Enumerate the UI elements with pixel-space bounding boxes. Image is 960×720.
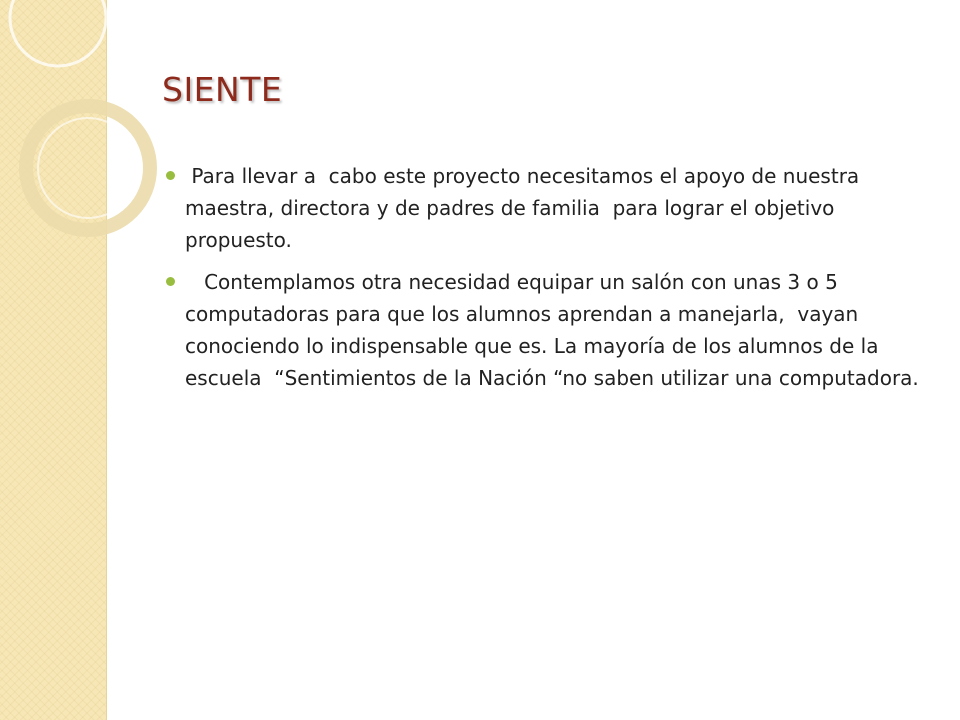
deco-ring-top	[10, 0, 106, 66]
bullet-marker-icon	[166, 277, 175, 286]
bullet-text: Para llevar a cabo este proyecto necesitamos el apoyo de nuestra maestra, directora y de padres de familia para lograr el objetivo propuesto.	[185, 164, 866, 252]
slide-title: SIENTE	[162, 70, 283, 109]
bullet-list	[185, 160, 925, 404]
bullet-item	[185, 160, 925, 256]
deco-ring-large	[26, 106, 150, 230]
bullet-marker-icon	[166, 171, 175, 180]
deco-ring-inner	[38, 118, 138, 218]
bullet-item	[185, 266, 925, 394]
bullet-text: Contemplamos otra necesidad equipar un salón con unas 3 o 5 computadoras para que los alumnos aprendan a manejarla, vayan conociendo lo indispensable que es. La mayoría de los alumnos de la escuela “Sentimientos de la Nación “no saben utilizar una computadora.	[185, 270, 919, 390]
